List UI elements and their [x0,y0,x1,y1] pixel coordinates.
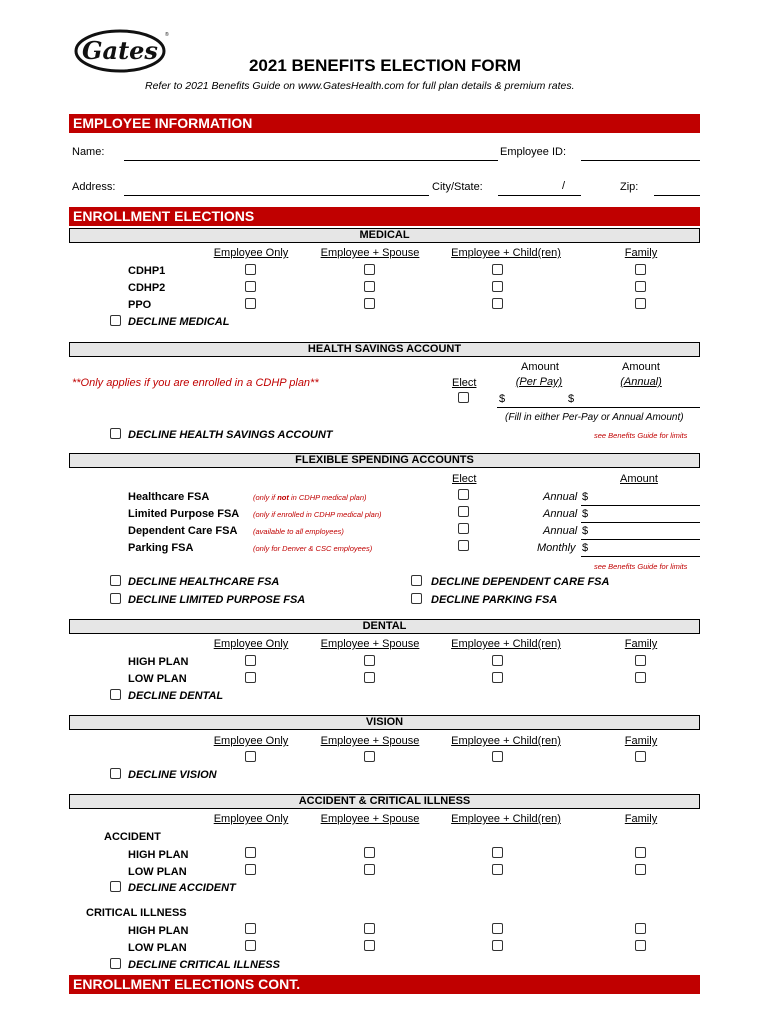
accident-ci-heading-text: ACCIDENT & CRITICAL ILLNESS [298,795,471,807]
fsa-healthcare-note-c: in CDHP medical plan) [288,493,367,502]
dental-tier-family: Family [624,638,658,650]
vision-header [69,715,700,730]
decline-vision-label: DECLINE VISION [128,769,217,781]
checkbox-ppo-employee-children[interactable] [492,298,503,309]
ci-high-plan: HIGH PLAN [128,925,189,937]
fsa-parking-period: Monthly [537,542,576,554]
checkbox-decline-healthcare-fsa[interactable] [110,575,121,586]
name-field[interactable] [124,160,498,161]
checkbox-vision-employee-only[interactable] [245,751,256,762]
checkbox-ci-low-employee-children[interactable] [492,940,503,951]
subtitle-text-end: for full plan details & premium rates. [407,80,575,92]
checkbox-dental-low-employee-only[interactable] [245,672,256,683]
aci-tier-employee-children: Employee + Child(ren) [451,813,561,825]
checkbox-dental-high-employee-spouse[interactable] [364,655,375,666]
critical-illness-label: CRITICAL ILLNESS [86,907,187,919]
website-link[interactable]: www.GatesHealth.com [297,80,405,92]
checkbox-fsa-healthcare[interactable] [458,489,469,500]
checkbox-accident-high-employee-children[interactable] [492,847,503,858]
vision-tier-employee-children: Employee + Child(ren) [451,735,561,747]
checkbox-ci-low-employee-only[interactable] [245,940,256,951]
dental-tier-employee-children: Employee + Child(ren) [451,638,561,650]
checkbox-fsa-parking[interactable] [458,540,469,551]
checkbox-cdhp1-employee-children[interactable] [492,264,503,275]
address-field[interactable] [124,195,429,196]
vision-tier-family: Family [624,735,658,747]
enrollment-elections-cont-header: ENROLLMENT ELECTIONS CONT. [69,975,700,994]
hsa-amount-per-pay-label: Amount [521,361,559,373]
fsa-dependent-note: (available to all employees) [253,527,344,536]
checkbox-ci-low-employee-spouse[interactable] [364,940,375,951]
subtitle-text: Refer to 2021 Benefits Guide on [145,80,296,92]
dental-tier-employee-spouse: Employee + Spouse [320,638,420,650]
fsa-dependent-period: Annual [543,525,578,537]
city-state-separator: / [562,180,566,192]
accident-high-plan: HIGH PLAN [128,849,189,861]
fsa-healthcare-note-b: not [277,493,289,502]
fsa-parking-amount-field[interactable] [581,556,700,557]
vision-heading-text: VISION [365,716,404,728]
fsa-limited-label: Limited Purpose FSA [128,508,240,520]
name-label: Name: [72,146,105,158]
hsa-per-pay-sublabel: (Per Pay) [515,376,563,388]
address-label: Address: [72,181,116,193]
fsa-limited-dollar: $ [582,508,589,520]
medical-header [69,228,700,243]
employee-id-field[interactable] [581,160,700,161]
checkbox-dental-low-employee-spouse[interactable] [364,672,375,683]
tier-employee-only: Employee Only [213,247,289,259]
fsa-healthcare-label: Healthcare FSA [128,491,210,503]
fsa-healthcare-note-a: (only if [253,493,278,502]
plan-ppo: PPO [128,299,152,311]
checkbox-hsa-elect[interactable] [458,392,469,403]
hsa-per-pay-amount-field[interactable] [497,407,568,408]
fsa-dependent-label: Dependent Care FSA [128,525,238,537]
tier-employee-spouse: Employee + Spouse [320,247,420,259]
checkbox-vision-family[interactable] [635,751,646,762]
vision-tier-employee-spouse: Employee + Spouse [320,735,420,747]
vision-tier-employee-only: Employee Only [213,735,289,747]
fsa-healthcare-note [253,493,367,502]
fsa-limited-period: Annual [543,508,578,520]
fsa-amount-label: Amount [620,473,658,485]
fsa-dependent-amount-field[interactable] [581,539,700,540]
aci-tier-employee-spouse: Employee + Spouse [320,813,420,825]
dental-low-plan: LOW PLAN [128,673,187,685]
checkbox-decline-vision[interactable] [110,768,121,779]
dental-tier-employee-only: Employee Only [213,638,289,650]
decline-ci-label: DECLINE CRITICAL ILLNESS [128,959,280,971]
checkbox-dental-low-family[interactable] [635,672,646,683]
checkbox-cdhp1-employee-only[interactable] [245,264,256,275]
fsa-healthcare-amount-field[interactable] [581,505,700,506]
checkbox-dental-low-employee-children[interactable] [492,672,503,683]
decline-hsa-label: DECLINE HEALTH SAVINGS ACCOUNT [128,429,333,441]
medical-heading-text: MEDICAL [359,229,410,241]
tier-employee-children: Employee + Child(ren) [451,247,561,259]
fsa-limited-note: (only if enrolled in CDHP medical plan) [253,510,382,519]
checkbox-accident-low-employee-spouse[interactable] [364,864,375,875]
hsa-limits-note: see Benefits Guide for limits [594,431,688,440]
accident-label: ACCIDENT [104,831,161,843]
form-subtitle [145,80,575,93]
hsa-elect-label: Elect [452,377,477,389]
fsa-parking-dollar: $ [582,542,589,554]
fsa-header [69,453,700,468]
checkbox-cdhp2-employee-children[interactable] [492,281,503,292]
checkbox-accident-high-family[interactable] [635,847,646,858]
plan-cdhp2: CDHP2 [128,282,166,294]
checkbox-ppo-employee-spouse[interactable] [364,298,375,309]
form-title: 2021 BENEFITS ELECTION FORM [248,56,522,75]
checkbox-decline-accident[interactable] [110,881,121,892]
fsa-healthcare-period: Annual [543,491,578,503]
checkbox-decline-parking-fsa[interactable] [411,593,422,604]
hsa-annual-amount-field[interactable] [566,407,700,408]
aci-tier-employee-only: Employee Only [213,813,289,825]
checkbox-ci-high-family[interactable] [635,923,646,934]
decline-healthcare-fsa-label: DECLINE HEALTHCARE FSA [128,576,280,588]
city-state-field[interactable] [498,195,581,196]
checkbox-decline-dependent-fsa[interactable] [411,575,422,586]
enrollment-elections-header: ENROLLMENT ELECTIONS [69,207,700,226]
checkbox-fsa-limited[interactable] [458,506,469,517]
zip-field[interactable] [654,195,700,196]
hsa-header [69,342,700,357]
decline-medical-label: DECLINE MEDICAL [128,316,230,328]
fsa-healthcare-dollar: $ [582,491,589,503]
checkbox-ci-low-family[interactable] [635,940,646,951]
decline-parking-fsa-label: DECLINE PARKING FSA [431,594,558,606]
checkbox-ppo-family[interactable] [635,298,646,309]
checkbox-fsa-dependent[interactable] [458,523,469,534]
dental-heading-text: DENTAL [362,620,407,632]
checkbox-cdhp1-family[interactable] [635,264,646,275]
gates-logo [74,27,170,75]
tier-family: Family [624,247,658,259]
hsa-per-pay-dollar: $ [499,393,506,405]
decline-dental-label: DECLINE DENTAL [128,690,224,702]
checkbox-decline-hsa[interactable] [110,428,121,439]
checkbox-accident-low-family[interactable] [635,864,646,875]
dental-header [69,619,700,634]
checkbox-decline-limited-fsa[interactable] [110,593,121,604]
checkbox-accident-low-employee-only[interactable] [245,864,256,875]
checkbox-ci-high-employee-children[interactable] [492,923,503,934]
decline-dependent-fsa-label: DECLINE DEPENDENT CARE FSA [431,576,610,588]
checkbox-dental-high-employee-only[interactable] [245,655,256,666]
checkbox-ci-high-employee-spouse[interactable] [364,923,375,934]
fsa-parking-label: Parking FSA [128,542,194,554]
checkbox-accident-low-employee-children[interactable] [492,864,503,875]
city-state-label: City/State: [432,181,483,193]
fsa-dependent-dollar: $ [582,525,589,537]
hsa-cdhp-note: **Only applies if you are enrolled in a CDHP plan** [72,377,319,389]
fsa-limits-note: see Benefits Guide for limits [594,562,688,571]
aci-tier-family: Family [624,813,658,825]
checkbox-ppo-employee-only[interactable] [245,298,256,309]
hsa-amount-annual-label: Amount [622,361,660,373]
zip-label: Zip: [620,181,639,193]
svg-text:®: ® [165,32,169,38]
checkbox-decline-dental[interactable] [110,689,121,700]
dental-high-plan: HIGH PLAN [128,656,189,668]
accident-low-plan: LOW PLAN [128,866,187,878]
hsa-heading-text: HEALTH SAVINGS ACCOUNT [307,343,462,355]
fsa-limited-amount-field[interactable] [581,522,700,523]
checkbox-vision-employee-children[interactable] [492,751,503,762]
accident-ci-header [69,794,700,809]
fsa-elect-label: Elect [452,473,477,485]
checkbox-decline-ci[interactable] [110,958,121,969]
checkbox-vision-employee-spouse[interactable] [364,751,375,762]
svg-text:Gates: Gates [82,36,158,65]
checkbox-dental-high-employee-children[interactable] [492,655,503,666]
employee-info-header: EMPLOYEE INFORMATION [69,114,700,133]
hsa-annual-dollar: $ [568,393,575,405]
checkbox-ci-high-employee-only[interactable] [245,923,256,934]
plan-cdhp1: CDHP1 [128,265,166,277]
hsa-fill-note: (Fill in either Per-Pay or Annual Amount) [505,412,684,423]
hsa-annual-sublabel: (Annual) [620,376,662,388]
checkbox-cdhp1-employee-spouse[interactable] [364,264,375,275]
checkbox-dental-high-family[interactable] [635,655,646,666]
checkbox-decline-medical[interactable] [110,315,121,326]
decline-accident-label: DECLINE ACCIDENT [128,882,236,894]
fsa-parking-note: (only for Denver & CSC employees) [253,544,373,553]
checkbox-cdhp2-family[interactable] [635,281,646,292]
employee-id-label: Employee ID: [500,146,567,158]
decline-limited-fsa-label: DECLINE LIMITED PURPOSE FSA [128,594,306,606]
checkbox-accident-high-employee-spouse[interactable] [364,847,375,858]
checkbox-cdhp2-employee-spouse[interactable] [364,281,375,292]
checkbox-cdhp2-employee-only[interactable] [245,281,256,292]
fsa-heading-text: FLEXIBLE SPENDING ACCOUNTS [295,454,474,466]
checkbox-accident-high-employee-only[interactable] [245,847,256,858]
ci-low-plan: LOW PLAN [128,942,187,954]
